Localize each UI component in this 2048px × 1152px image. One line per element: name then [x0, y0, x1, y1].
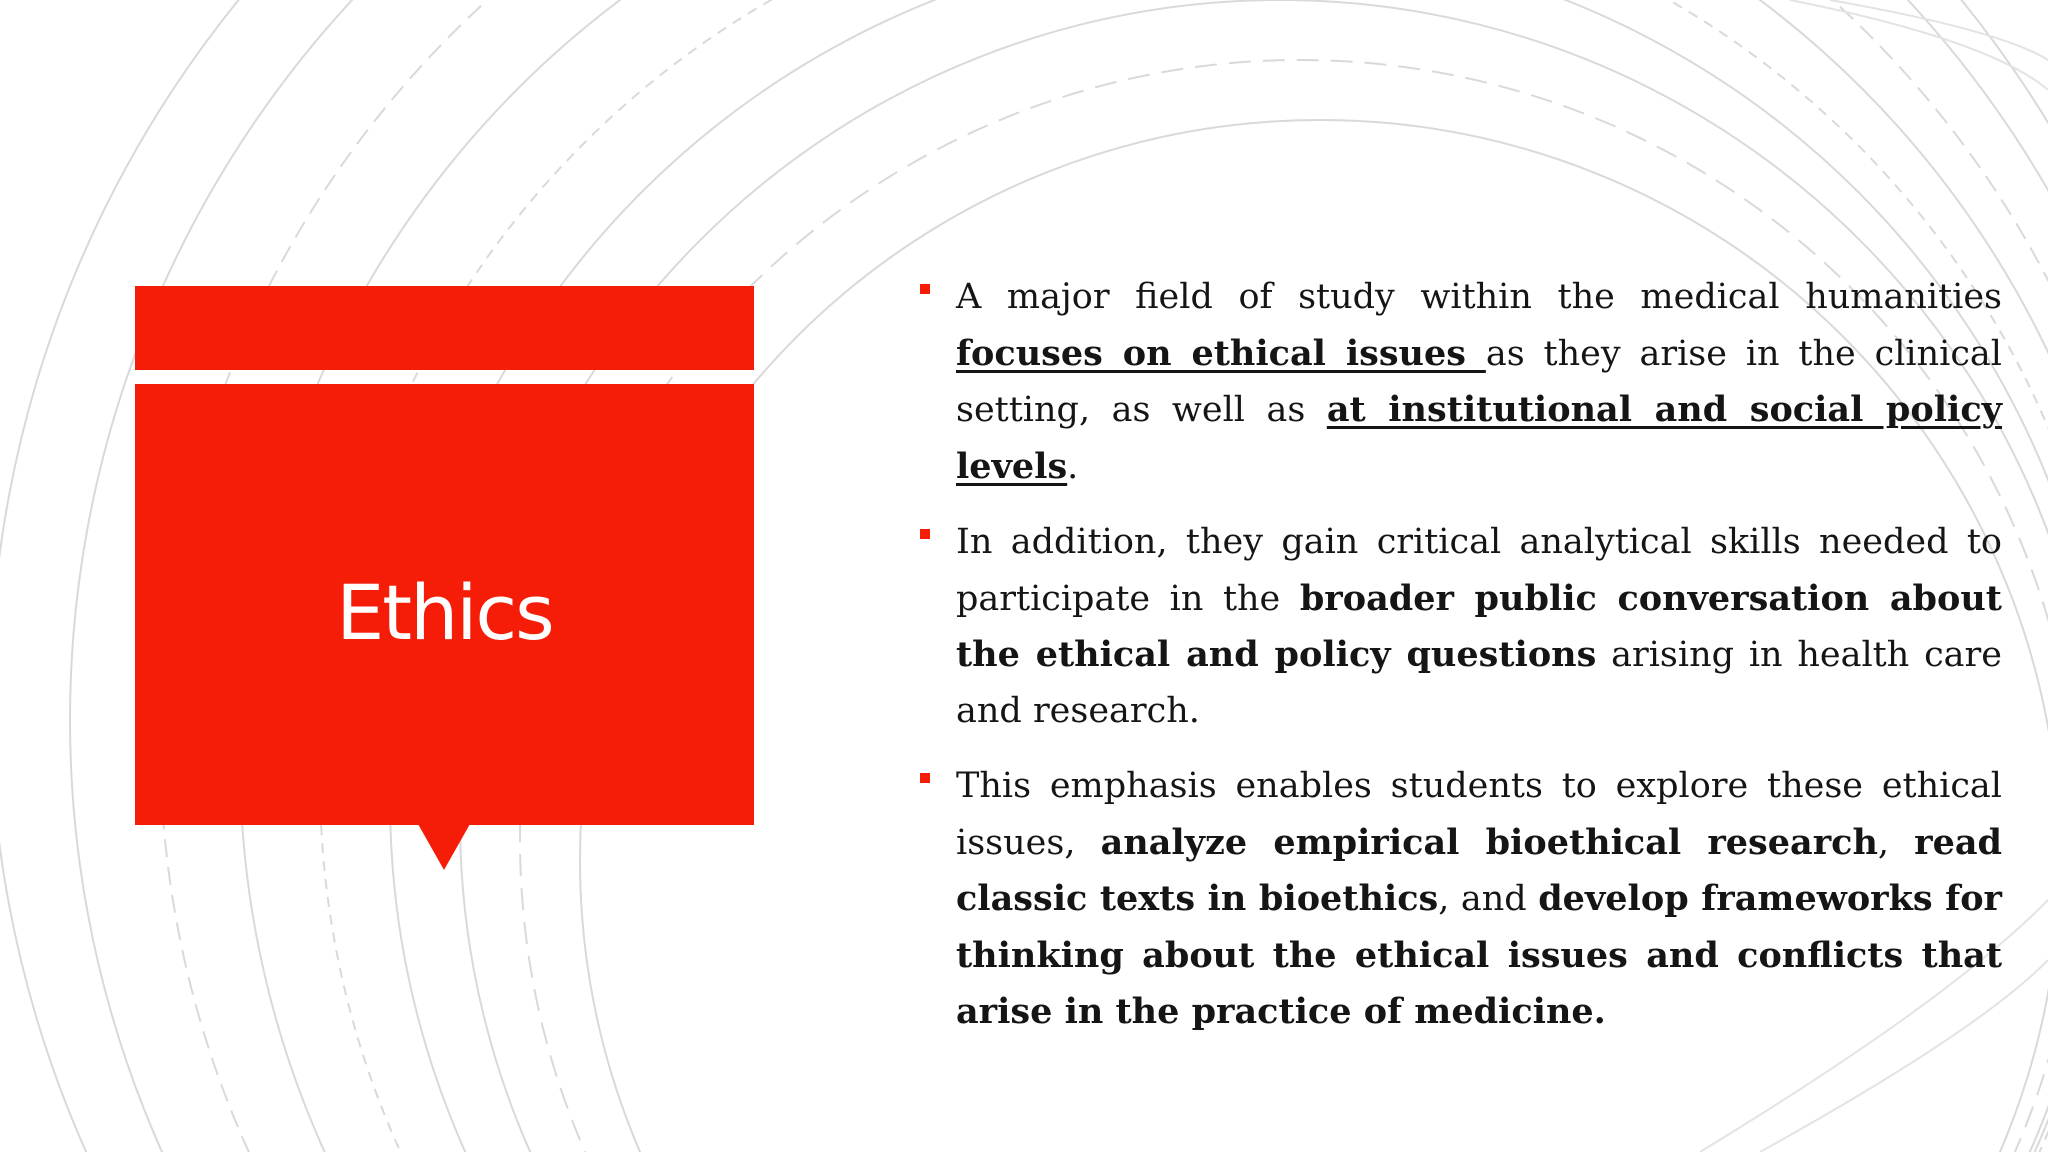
bullet-text-run: , — [1877, 822, 1915, 863]
bullet-item — [918, 515, 2002, 739]
bullet-text-run: develop frameworks for thinking about the ethical issues and conflicts that arise in the practice of medicine. — [956, 878, 2002, 1032]
bullet-text-run: broader public conversation about the ethical and policy questions — [956, 577, 2002, 675]
bullet-item — [918, 759, 2002, 1041]
bullet-text-run: A major field of study within the medical humanities — [956, 277, 2002, 317]
bullet-item — [918, 270, 2002, 495]
bullet-square-icon — [920, 529, 930, 539]
bullet-square-icon — [920, 773, 930, 783]
bullet-text-run: focuses on ethical issues — [956, 332, 1486, 374]
bullet-text-run: In addition, they gain critical analytical skills needed to participate in the — [956, 522, 2002, 619]
slide-title: Ethics — [336, 568, 553, 657]
bullet-text-run: This emphasis enables students to explore these ethical issues, — [956, 766, 2002, 863]
bullet-text-run: read classic texts in bioethics — [956, 821, 2002, 919]
title-callout-box — [135, 384, 754, 825]
title-accent-bar — [135, 286, 754, 370]
bullet-list — [918, 270, 2002, 1061]
bullet-text-run: as they arise in the clinical setting, as well as — [956, 333, 2002, 430]
bullet-text-run: analyze empirical bioethical research — [1100, 821, 1878, 863]
bullet-text-run: . — [1067, 446, 1079, 487]
bullet-square-icon — [920, 284, 930, 294]
bullet-text-run: , and — [1438, 879, 1539, 919]
bullet-text-run: at institutional and social policy levels — [956, 389, 2002, 487]
callout-pointer — [418, 824, 470, 870]
bullet-text-run: arising in health care and research. — [956, 635, 2002, 731]
